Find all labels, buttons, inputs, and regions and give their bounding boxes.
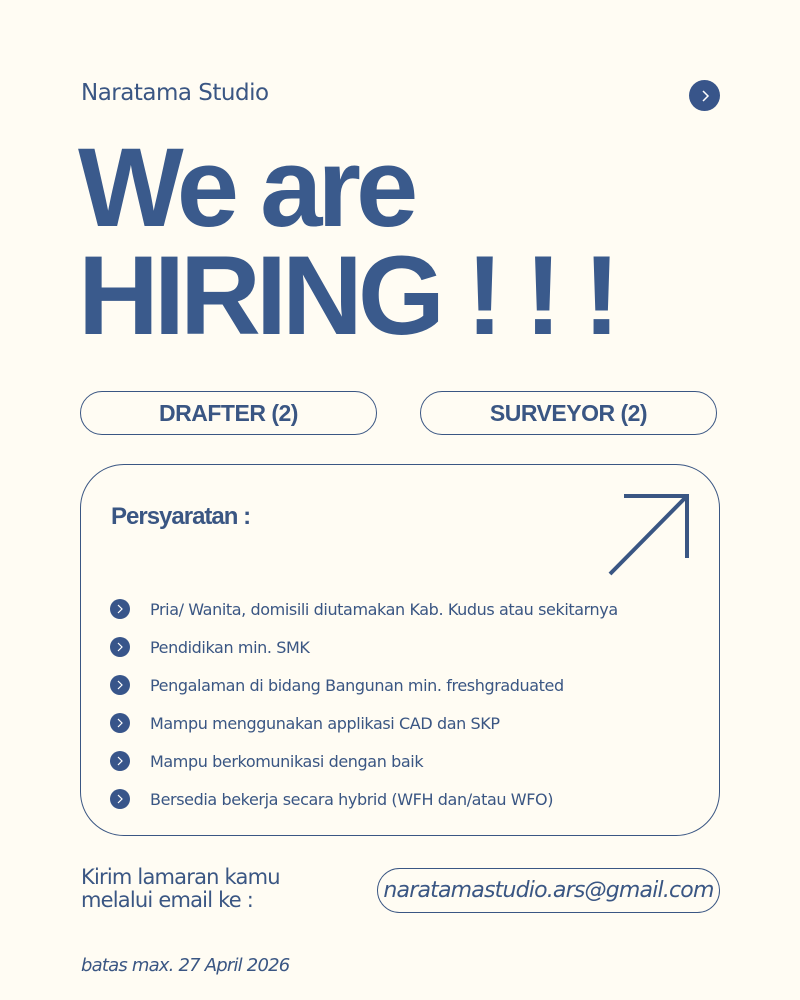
deadline-text: batas max. 27 April 2026 xyxy=(81,955,290,976)
headline-line-1: We are xyxy=(78,125,414,250)
requirement-text: Mampu berkomunikasi dengan baik xyxy=(150,751,424,771)
requirements-list xyxy=(110,590,618,818)
apply-instruction xyxy=(81,866,280,912)
requirement-text: Pengalaman di bidang Bangunan min. freshgraduated xyxy=(150,675,564,695)
chevron-right-icon xyxy=(110,637,130,657)
headline-line-2: HIRING ! ! ! xyxy=(78,233,616,358)
requirement-item xyxy=(110,628,618,666)
headline xyxy=(78,125,616,358)
requirement-item xyxy=(110,780,618,818)
position-badge-drafter: DRAFTER (2) xyxy=(80,391,377,435)
requirement-item xyxy=(110,590,618,628)
apply-instruction-line-1: Kirim lamaran kamu xyxy=(81,865,280,889)
requirement-item xyxy=(110,704,618,742)
email-link[interactable]: naratamastudio.ars@gmail.com xyxy=(377,868,720,913)
studio-name: Naratama Studio xyxy=(81,80,269,106)
requirement-item xyxy=(110,742,618,780)
requirements-title: Persyaratan : xyxy=(111,503,251,530)
requirement-text: Pria/ Wanita, domisili diutamakan Kab. Kudus atau sekitarnya xyxy=(150,599,618,619)
apply-instruction-line-2: melalui email ke : xyxy=(81,888,254,912)
requirement-text: Pendidikan min. SMK xyxy=(150,637,310,657)
chevron-right-icon xyxy=(699,89,711,103)
requirement-text: Bersedia bekerja secara hybrid (WFH dan/atau WFO) xyxy=(150,789,554,809)
chevron-right-icon xyxy=(110,675,130,695)
chevron-right-icon xyxy=(110,713,130,733)
requirement-text: Mampu menggunakan applikasi CAD dan SKP xyxy=(150,713,500,733)
arrow-up-right-icon xyxy=(604,490,694,580)
chevron-right-icon xyxy=(110,789,130,809)
requirement-item xyxy=(110,666,618,704)
chevron-right-icon xyxy=(110,751,130,771)
position-badge-surveyor: SURVEYOR (2) xyxy=(420,391,717,435)
chevron-right-icon xyxy=(110,599,130,619)
next-button[interactable] xyxy=(689,80,720,111)
